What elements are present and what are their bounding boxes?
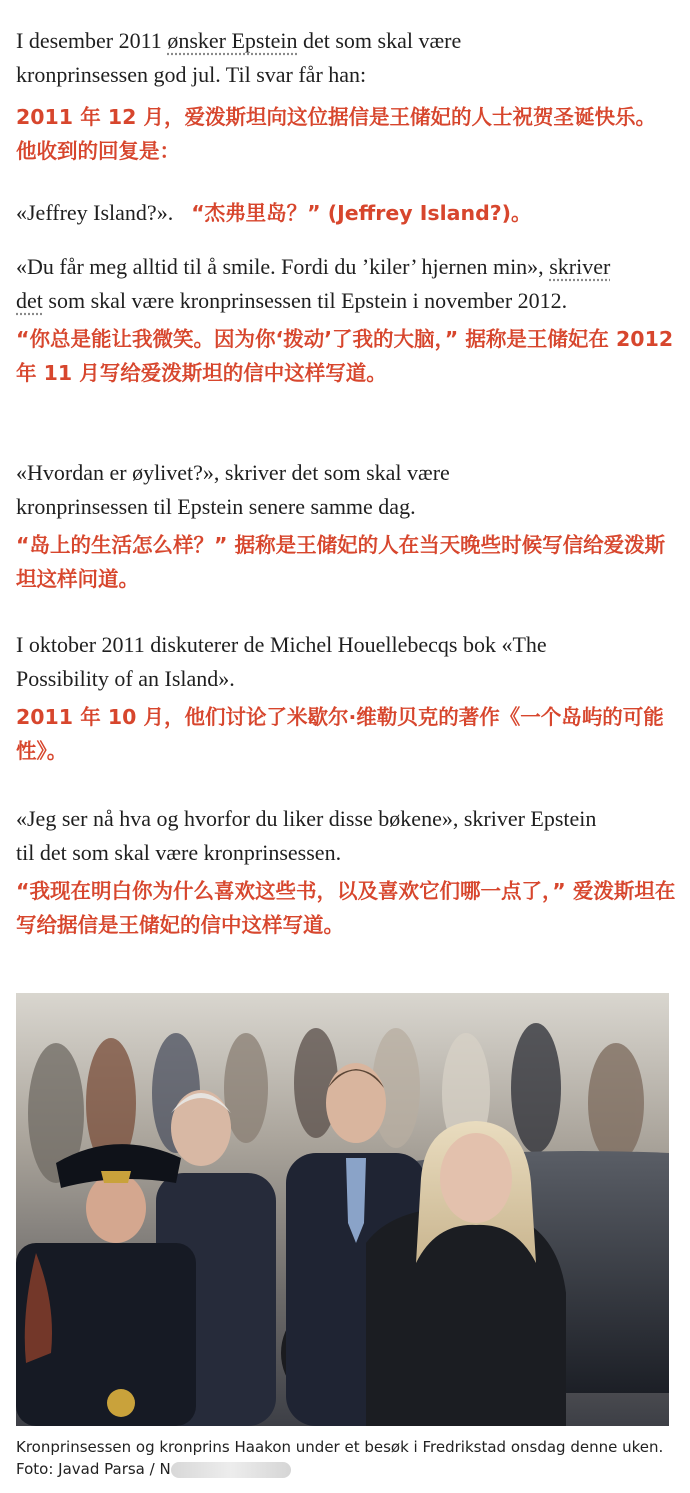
chinese-translation: “岛上的生活怎么样？” 据称是王储妃的人在当天晚些时候写信给爱泼斯坦这样问道。 <box>16 533 666 591</box>
redacted-credit <box>171 1462 291 1478</box>
norwegian-text: «Du får meg alltid til å smile. Fordi du ’kiler’ hjernen min», skriver det som skal være kronprinsessen til Epstein i november 2012. <box>16 254 611 313</box>
paragraph-6 <box>16 802 676 942</box>
paragraph-2 <box>16 196 676 230</box>
link-onsker-epstein[interactable]: ønsker Epstein <box>167 28 298 53</box>
norwegian-text: I oktober 2011 diskuterer de Michel Houellebecqs bok «The Possibility of an Island». <box>16 632 547 691</box>
norwegian-text: «Jeffrey Island?». <box>16 200 174 225</box>
article-figure <box>16 993 669 1480</box>
chinese-translation: 2011 年 10 月，他们讨论了米歇尔·维勒贝克的著作《一个岛屿的可能性》。 <box>16 705 664 763</box>
photo-scene <box>16 993 669 1426</box>
norwegian-text: I desember 2011 ønsker Epstein det som skal være kronprinsessen god jul. Til svar får han: <box>16 28 462 87</box>
paragraph-1 <box>16 24 676 168</box>
news-photo[interactable] <box>16 993 669 1426</box>
norwegian-text: «Hvordan er øylivet?», skriver det som skal være kronprinsessen til Epstein senere samme dag. <box>16 460 450 519</box>
norwegian-text: «Jeg ser nå hva og hvorfor du liker disse bøkene», skriver Epstein til det som skal være kronprinsessen. <box>16 806 597 865</box>
chinese-translation: “杰弗里岛？” (Jeffrey Island?)。 <box>191 201 532 225</box>
paragraph-5 <box>16 628 676 768</box>
chinese-translation: “你总是能让我微笑。因为你‘拨动’了我的大脑，” 据称是王储妃在 2012 年 11 月写给爱泼斯坦的信中这样写道。 <box>16 327 674 385</box>
chinese-translation: 2011 年 12 月，爱泼斯坦向这位据信是王储妃的人士祝贺圣诞快乐。他收到的回复是： <box>16 105 656 163</box>
link-skriver-det[interactable]: skriver det <box>16 254 611 313</box>
chinese-translation: “我现在明白你为什么喜欢这些书，以及喜欢它们哪一点了，” 爱泼斯坦在写给据信是王储妃的信中这样写道。 <box>16 879 676 937</box>
photo-caption: Kronprinsessen og kronprins Haakon under et besøk i Fredrikstad onsdag denne uken. Foto: Javad Parsa / N <box>16 1438 664 1478</box>
paragraph-3 <box>16 250 676 390</box>
paragraph-4 <box>16 456 676 596</box>
